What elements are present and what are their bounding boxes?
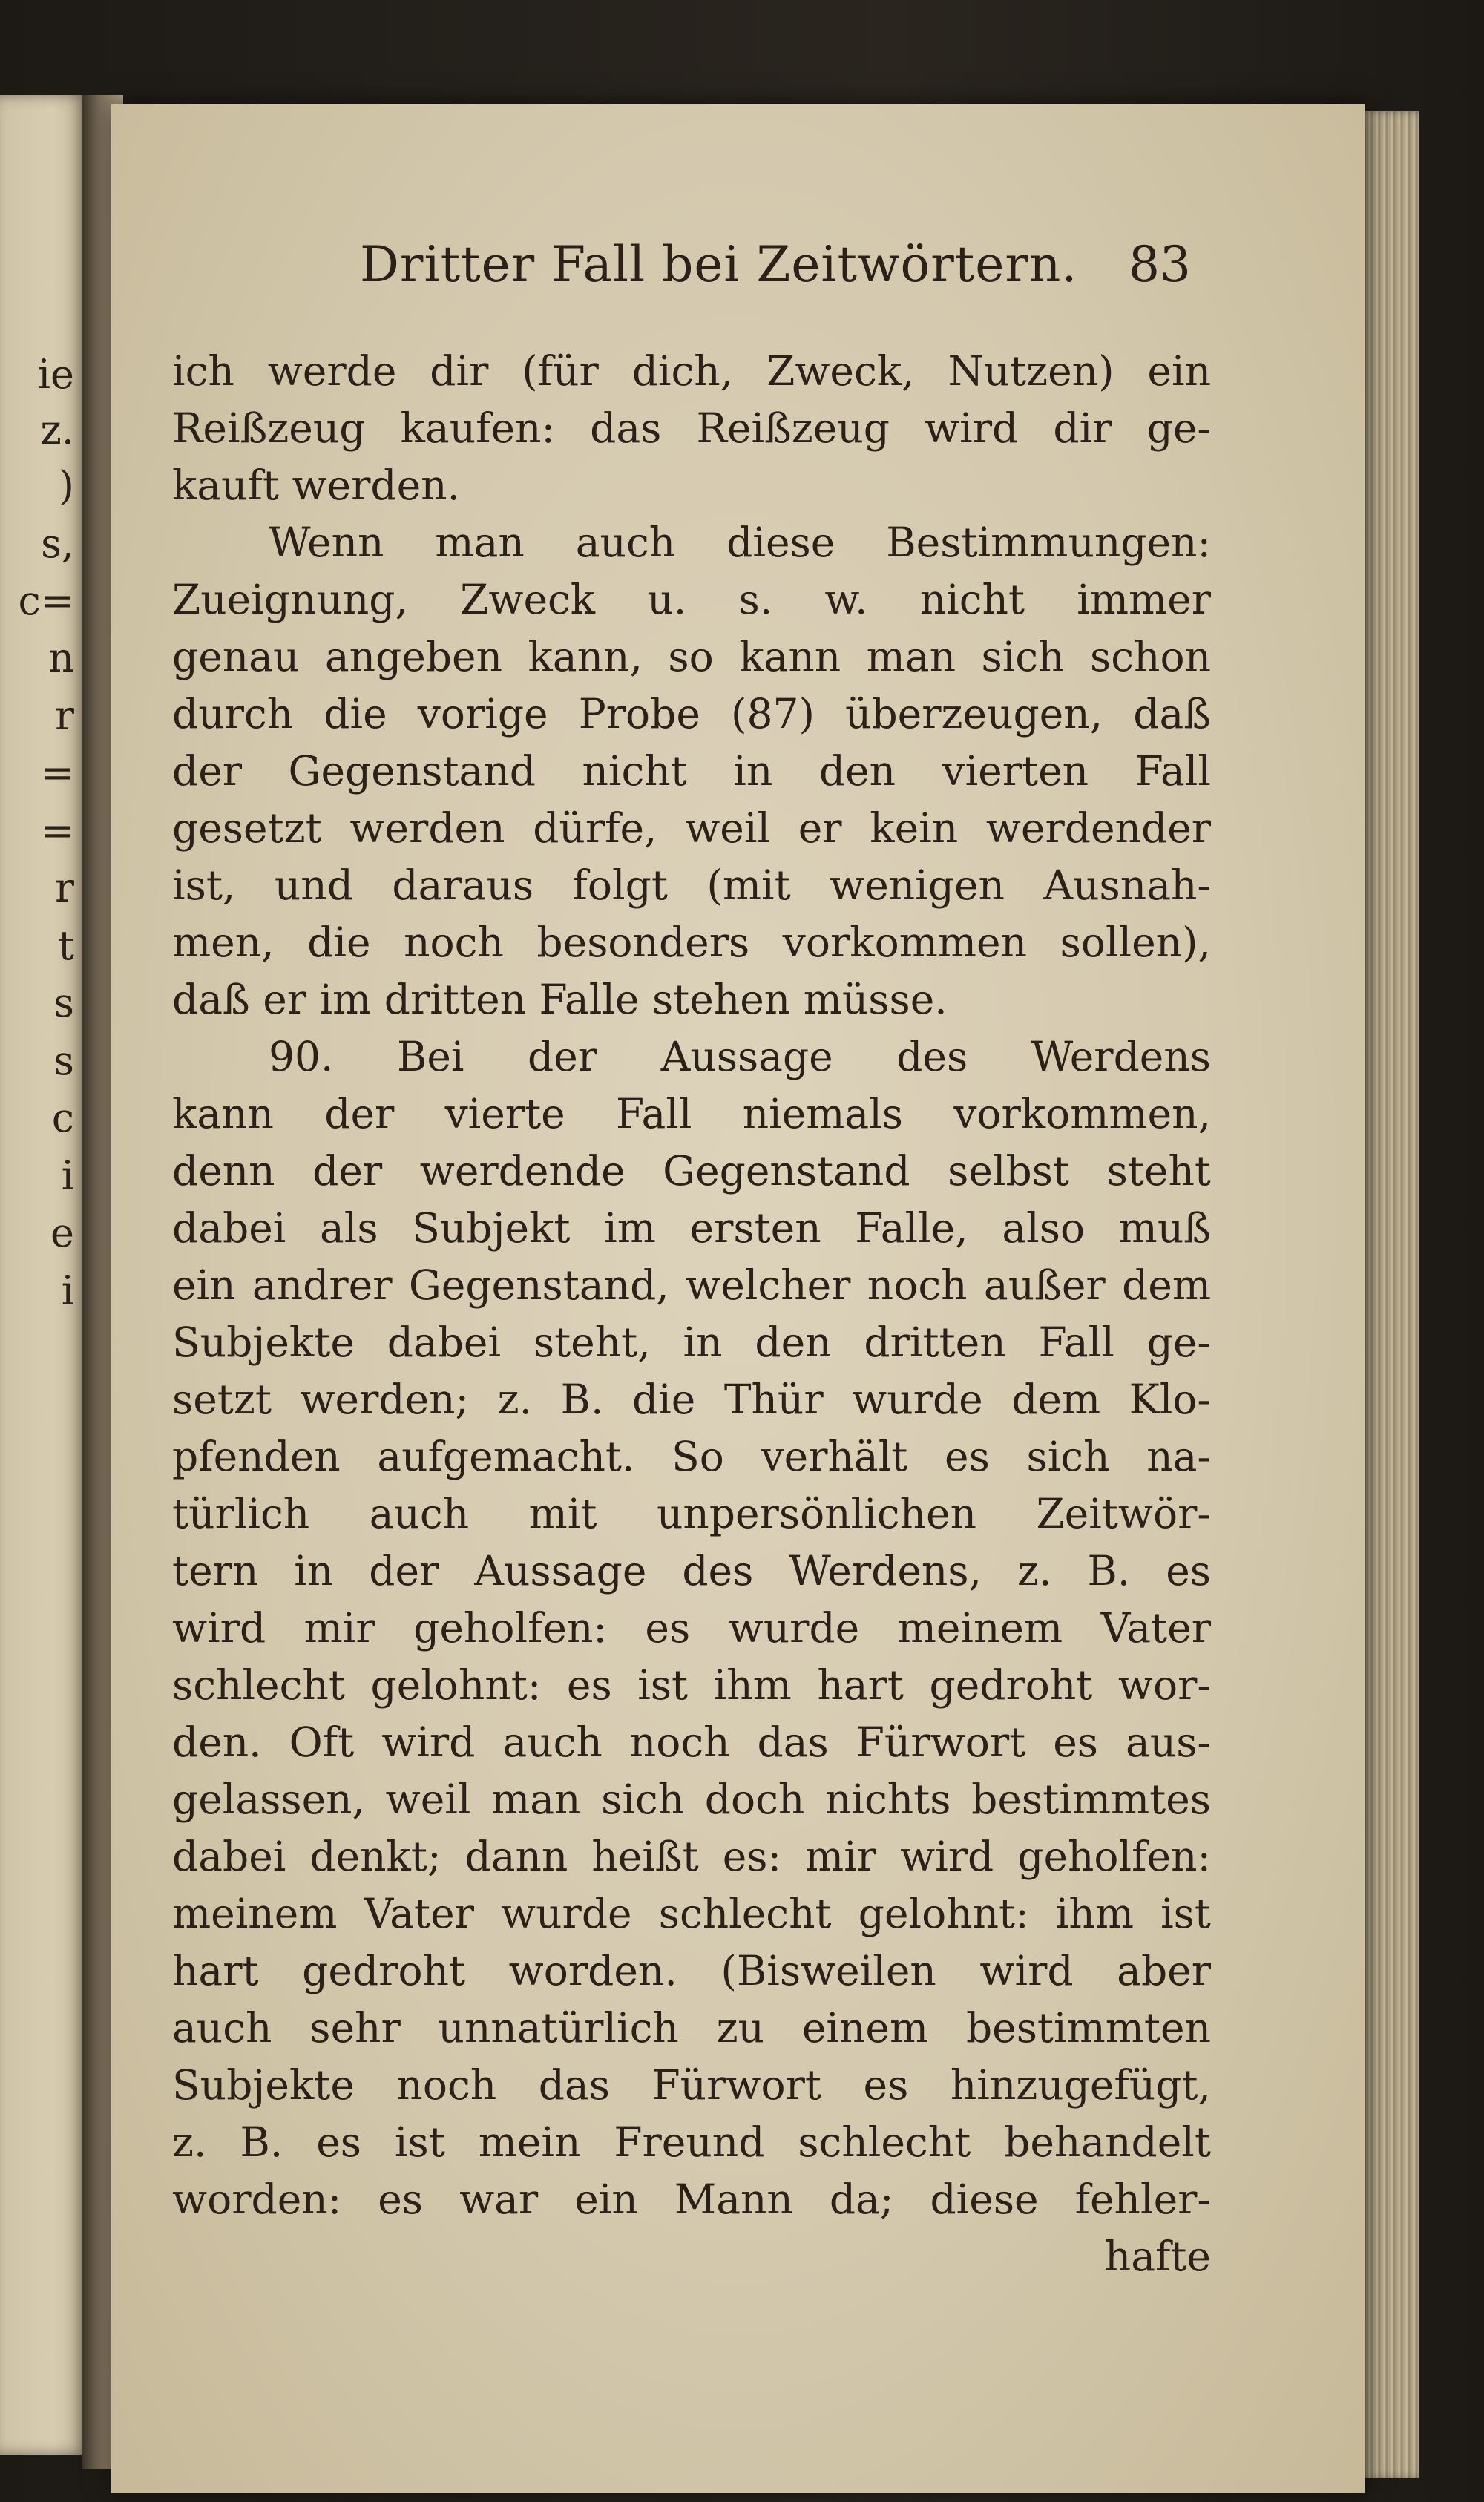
left-fragment-text: n [48,638,74,678]
body-text [172,343,1211,2285]
text-line: gesetzt werden dürfe, weil er kein werdender [172,804,1211,852]
left-fragment-text: z. [40,410,74,450]
text-line: Reißzeug kaufen: das Reißzeug wird dir ge- [172,404,1211,452]
text-line: Subjekte dabei steht, in den dritten Fall ge- [172,1319,1211,1366]
left-fragment-text: c [51,1098,74,1138]
left-fragment-text: i [61,1271,74,1311]
left-fragment-text: s, [41,524,74,564]
text-line: 90. Bei der Aussage des Werdens [269,1033,1211,1080]
text-line: meinem Vater wurde schlecht gelohnt: ihm ist [172,1890,1211,1937]
text-line: ich werde dir (für dich, Zweck, Nutzen) ein [172,347,1211,395]
text-line: worden: es war ein Mann da; diese fehler- [172,2176,1211,2223]
page-block-edges [1359,111,1419,2478]
text-line: dabei denkt; dann heißt es: mir wird geholfen: [172,1833,1211,1880]
text-line: men, die noch besonders vorkommen sollen), [172,919,1211,966]
page-header [360,236,1191,310]
left-page-fragment [0,95,88,2455]
left-fragment-text: = [40,811,74,851]
left-fragment-text: e [50,1213,74,1253]
text-line: durch die vorige Probe (87) überzeugen, daß [172,690,1211,738]
left-fragment-text: = [40,753,74,793]
text-line: daß er im dritten Falle stehen müsse. [172,976,948,1023]
text-line: der Gegenstand nicht in den vierten Fall [172,747,1211,795]
text-line: kauft werden. [172,462,461,509]
left-fragment-text: ie [37,355,74,395]
text-line: pfenden aufgemacht. So verhält es sich na- [172,1433,1211,1480]
left-fragment-text: s [53,1041,74,1081]
text-line: z. B. es ist mein Freund schlecht behandelt [172,2118,1211,2166]
text-line: hart gedroht worden. (Bisweilen wird aber [172,1947,1211,1994]
text-line: dabei als Subjekt im ersten Falle, also muß [172,1204,1211,1252]
text-line: türlich auch mit unpersönlichen Zeitwör- [172,1490,1211,1537]
text-line: ein andrer Gegenstand, welcher noch außer dem [172,1261,1211,1309]
text-line: denn der werdende Gegenstand selbst steht [172,1147,1211,1195]
text-line: ist, und daraus folgt (mit wenigen Ausnah- [172,861,1211,909]
left-fragment-text: s [53,983,74,1023]
text-line: den. Oft wird auch noch das Fürwort es aus- [172,1718,1211,1766]
left-fragment-text: ) [58,466,74,506]
running-head: Dritter Fall bei Zeitwörtern. [360,236,1078,293]
text-line: Zueignung, Zweck u. s. w. nicht immer [172,576,1211,623]
left-fragment-text: c= [18,581,74,621]
text-line: schlecht gelohnt: es ist ihm hart gedroht wor- [172,1661,1211,1709]
text-line: Subjekte noch das Fürwort es hinzugefügt, [172,2061,1211,2109]
text-line: tern in der Aussage des Werdens, z. B. es [172,1547,1211,1595]
text-line: wird mir geholfen: es wurde meinem Vater [172,1604,1211,1652]
left-fragment-text: r [55,696,74,736]
page-number: 83 [1129,236,1191,293]
text-line: genau angeben kann, so kann man sich schon [172,633,1211,680]
left-fragment-text: r [55,868,74,908]
text-line: setzt werden; z. B. die Thür wurde dem Klo- [172,1376,1211,1423]
left-fragment-text: i [61,1156,74,1196]
text-line: auch sehr unnatürlich zu einem bestimmten [172,2004,1211,2052]
text-line: Wenn man auch diese Bestimmungen: [269,519,1211,566]
left-fragment-text: t [58,926,74,966]
text-line: kann der vierte Fall niemals vorkommen, [172,1090,1211,1137]
text-line: gelassen, weil man sich doch nichts bestimmtes [172,1776,1211,1823]
catchword: hafte [1104,2233,1211,2280]
